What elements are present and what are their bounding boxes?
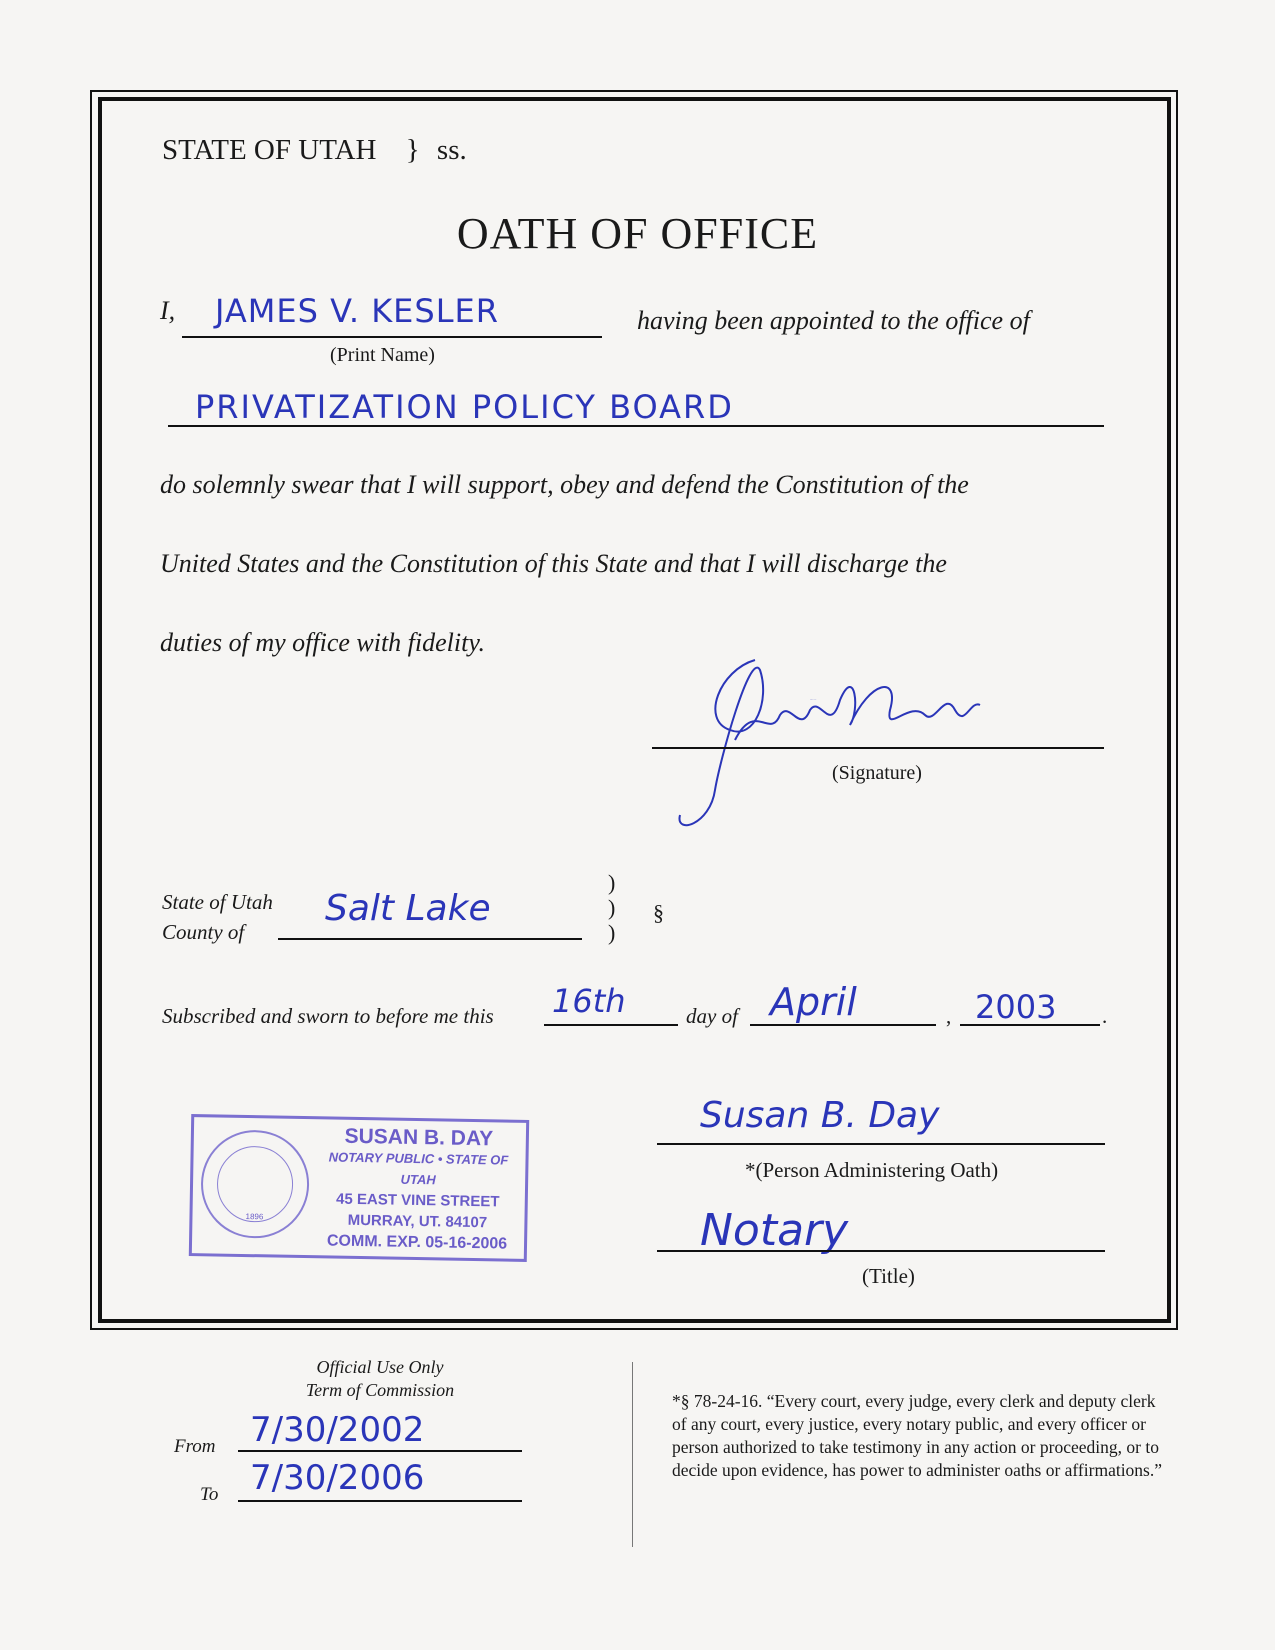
state-of-utah-label: State of Utah xyxy=(162,890,273,914)
county-underline xyxy=(278,938,582,940)
stamp-title: NOTARY PUBLIC • STATE OF UTAH xyxy=(328,1149,509,1188)
seal-year: 1896 xyxy=(245,1212,264,1222)
to-label: To xyxy=(200,1484,219,1505)
kesler-signature-text: James V Kesler xyxy=(810,700,817,701)
from-label: From xyxy=(174,1436,216,1457)
signature-caption: (Signature) xyxy=(832,762,922,784)
sworn-comma: , xyxy=(946,1004,952,1028)
from-date-handwriting: 7/30/2002 xyxy=(250,1410,425,1450)
paren-column xyxy=(608,870,615,945)
administrator-underline xyxy=(657,1143,1105,1145)
administrator-signature: Susan B. Day xyxy=(700,1095,940,1136)
stamp-city: MURRAY, UT. 84107 xyxy=(347,1211,488,1232)
term-label: Term of Commission xyxy=(305,1380,455,1400)
official-use-label: Official Use Only xyxy=(316,1357,444,1377)
stamp-name: SUSAN B. DAY xyxy=(344,1124,494,1151)
ss-label: ss. xyxy=(436,134,467,166)
day-underline xyxy=(544,1024,678,1026)
name-underline xyxy=(182,336,602,338)
title-caption: (Title) xyxy=(862,1264,915,1288)
oath-line-1: do solemnly swear that I will support, obey and defend the Constitution of the xyxy=(160,470,969,499)
signature-underline xyxy=(652,747,1104,749)
section-symbol: § xyxy=(653,900,664,925)
state-seal-icon xyxy=(200,1129,310,1239)
month-underline xyxy=(750,1024,936,1026)
footer-divider xyxy=(632,1362,633,1547)
day-of-label: day of xyxy=(686,1004,738,1028)
statute-text: *§ 78-24-16. “Every court, every judge, every clerk and deputy clerk of any court, every justice, every notary public, and every officer or person authorized to take testimony in any action or proceeding, or to decide upon evidence, has power to administer oaths or affirmations.” xyxy=(672,1391,1163,1480)
year-handwriting: 2003 xyxy=(975,988,1057,1026)
office-handwriting: PRIVATIZATION POLICY BOARD xyxy=(195,388,734,426)
name-handwriting: JAMES V. KESLER xyxy=(215,292,499,330)
to-date-handwriting: 7/30/2006 xyxy=(250,1458,425,1498)
i-prefix: I, xyxy=(160,296,176,325)
appointed-text: having been appointed to the office of xyxy=(637,306,1030,335)
oath-line-3: duties of my office with fidelity. xyxy=(160,628,485,657)
sworn-prefix: Subscribed and sworn to before me this xyxy=(162,1004,494,1028)
paren-3: ) xyxy=(608,920,616,945)
office-underline xyxy=(168,425,1104,427)
state-header xyxy=(162,134,467,167)
administrator-caption: *(Person Administering Oath) xyxy=(745,1158,999,1182)
notary-stamp xyxy=(189,1114,529,1262)
county-label: County of xyxy=(162,920,245,944)
kesler-signature xyxy=(660,640,1020,840)
stamp-expiration: COMM. EXP. 05-16-2006 xyxy=(326,1232,508,1253)
sworn-period: . xyxy=(1102,1004,1108,1028)
paren-2: ) xyxy=(608,895,616,920)
county-handwriting: Salt Lake xyxy=(325,888,491,929)
to-underline xyxy=(238,1500,522,1502)
from-underline xyxy=(238,1450,522,1452)
title-underline xyxy=(657,1250,1105,1252)
stamp-street: 45 EAST VINE STREET xyxy=(335,1190,500,1211)
month-handwriting: April xyxy=(770,980,857,1024)
oath-line-2: United States and the Constitution of this State and that I will discharge the xyxy=(160,549,947,578)
state-name: STATE OF UTAH xyxy=(162,134,377,166)
day-handwriting: 16th xyxy=(552,982,626,1020)
title-handwriting: Notary xyxy=(700,1205,849,1256)
print-name-caption: (Print Name) xyxy=(330,344,435,366)
brace: } xyxy=(405,134,420,166)
paren-1: ) xyxy=(608,870,616,895)
page-title: OATH OF OFFICE xyxy=(456,209,819,258)
